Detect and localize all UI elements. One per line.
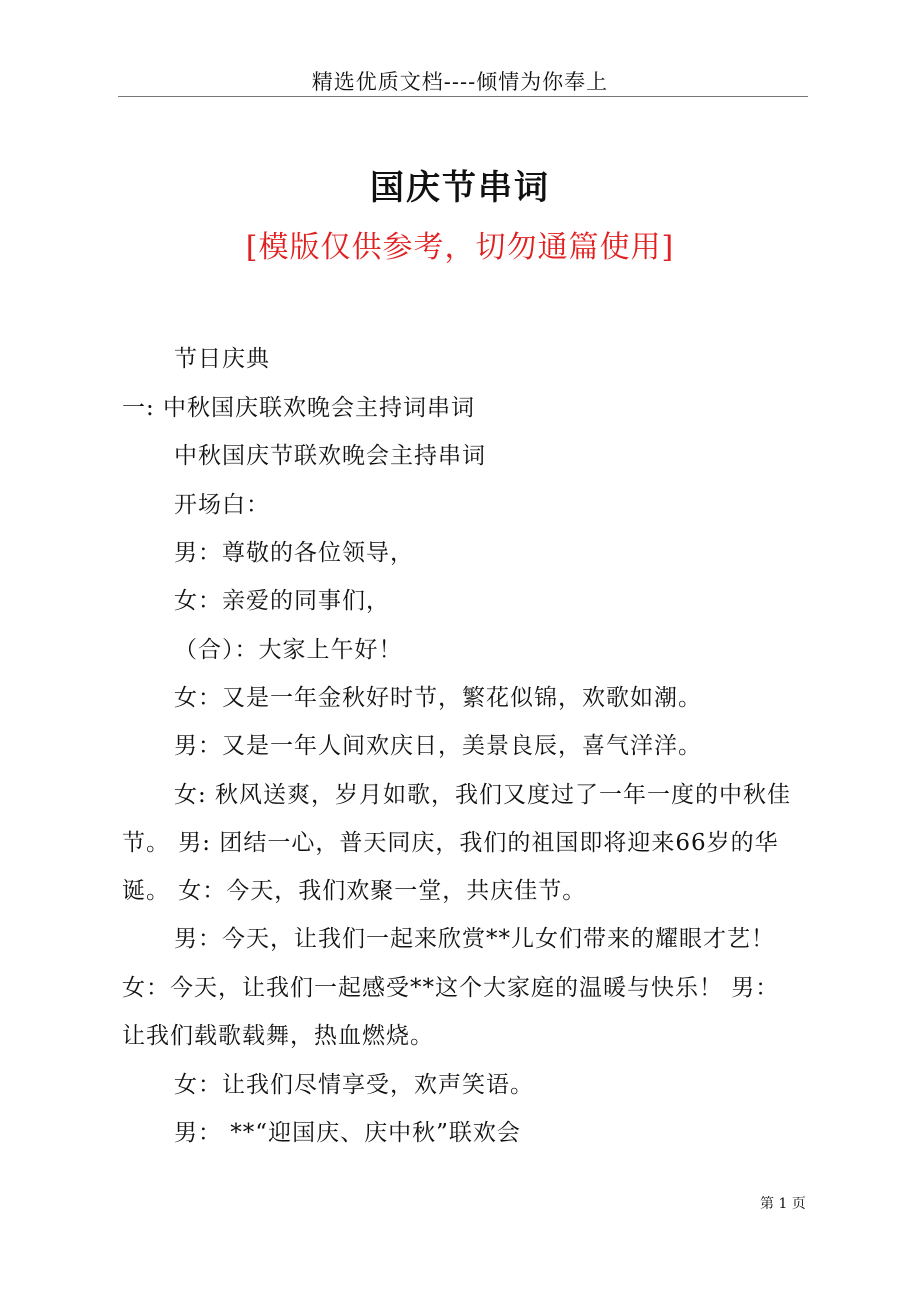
body-line: 节。 男: 团结一心，普天同庆，我们的祖国即将迎来66岁的华: [122, 830, 779, 856]
body-line: （合）：大家上午好！: [174, 637, 403, 663]
body-line: 女: 秋风送爽，岁月如歌，我们又度过了一年一度的中秋佳: [174, 782, 792, 808]
body-line: 女：让我们尽情享受，欢声笑语。: [174, 1072, 534, 1098]
body-line: 开场白：: [174, 492, 270, 518]
body-line: 男：尊敬的各位领导，: [174, 540, 414, 566]
body-line: 一: 中秋国庆联欢晚会主持词串词: [122, 395, 476, 421]
body-line: 女：又是一年金秋好时节，繁花似锦，欢歌如潮。: [174, 685, 702, 711]
body-line: 女：亲爱的同事们，: [174, 588, 390, 614]
page-header-text: 精选优质文档----倾情为你奉上: [311, 70, 609, 94]
body-line: 让我们载歌载舞，热血燃烧。: [122, 1023, 434, 1049]
page-number: 第 1 页: [760, 1196, 806, 1212]
body-line: 节日庆典: [174, 346, 270, 372]
body-line: 男： **“迎国庆、庆中秋”联欢会: [174, 1120, 521, 1146]
body-line: 诞。 女：今天，我们欢聚一堂，共庆佳节。: [122, 878, 587, 904]
body-line: 男：今天，让我们一起来欣赏**儿女们带来的耀眼才艺！: [174, 926, 775, 952]
document-subtitle: [模版仅供参考，切勿通篇使用]: [245, 230, 675, 265]
body-line: 女：今天，让我们一起感受**这个大家庭的温暖与快乐！ 男：: [122, 975, 780, 1001]
body-line: 中秋国庆节联欢晚会主持串词: [174, 443, 486, 469]
header-divider: [118, 96, 808, 97]
document-title: 国庆节串词: [370, 168, 550, 208]
body-line: 男：又是一年人间欢庆日，美景良辰，喜气洋洋。: [174, 733, 702, 759]
